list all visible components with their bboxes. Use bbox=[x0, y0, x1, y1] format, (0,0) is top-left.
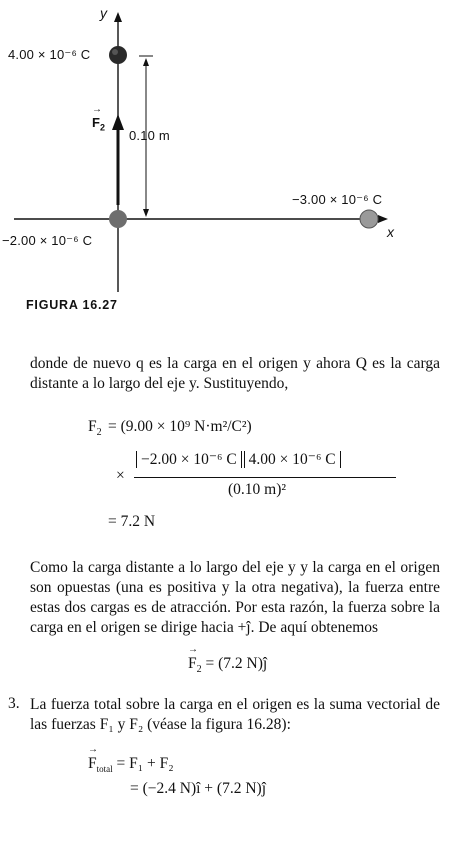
charge-origin bbox=[109, 210, 127, 228]
item-3-number: 3. bbox=[8, 695, 20, 712]
equation-1-constant: = (9.00 × 10⁹ N·m²/C²) bbox=[108, 418, 252, 435]
force-arrow-head bbox=[112, 114, 124, 130]
equation-1-result: = 7.2 N bbox=[108, 513, 156, 530]
equation-1-numerator: −2.00 × 10⁻⁶ C 4.00 × 10⁻⁶ C bbox=[136, 450, 341, 469]
item-3-text: La fuerza total sobre la carga en el origen es la suma vectorial de las fuerzas F₁ y F₂ (véase la figura 16.28): bbox=[30, 696, 440, 733]
paragraph-2: Como la carga distante a lo largo del eje y y la carga en el origen son opuestas (una es positiva y la otra negativa), la fuerza entre estas dos cargas es de atracción. Por esta razón, la fuerza sobre la carga en el origen se dirige hacia +ĵ. De aquí obtenemos bbox=[30, 559, 440, 636]
equation-1-times: × bbox=[116, 467, 125, 484]
equation-3-line-2: = (−2.4 N)î + (7.2 N)ĵ bbox=[130, 780, 266, 797]
charge-top-label: 4.00 × 10⁻⁶ C bbox=[8, 47, 91, 62]
force-label: → $F_2$ bbox=[92, 115, 105, 133]
figure-caption: FIGURA 16.27 bbox=[26, 298, 118, 312]
y-axis-arrow bbox=[114, 12, 122, 22]
fraction-bar bbox=[134, 477, 396, 478]
charge-right bbox=[360, 210, 378, 228]
charge-diagram bbox=[0, 0, 452, 300]
y-axis-label: y bbox=[100, 5, 107, 21]
equation-1-lhs: $F_2$ bbox=[88, 418, 102, 439]
distance-label: 0.10 m bbox=[129, 128, 170, 143]
distance-arrow-down bbox=[143, 209, 149, 217]
equation-1-denominator: (0.10 m)² bbox=[228, 481, 287, 498]
x-axis-label: x bbox=[387, 224, 394, 240]
equation-3-line-1: → $F_{total} = F_1 + F_2$ bbox=[88, 755, 174, 774]
charge-right-label: −3.00 × 10⁻⁶ C bbox=[292, 192, 383, 207]
equation-2: → $F_2 = (7.2$ N)ĵ bbox=[188, 655, 267, 675]
paragraph-1: donde de nuevo q es la carga en el origen y ahora Q es la carga distante a lo largo del eje y. Sustituyendo, bbox=[30, 355, 440, 392]
charge-origin-label: −2.00 × 10⁻⁶ C bbox=[2, 233, 93, 248]
x-axis-arrow bbox=[378, 215, 388, 223]
distance-arrow-up bbox=[143, 58, 149, 66]
charge-top bbox=[109, 46, 127, 64]
